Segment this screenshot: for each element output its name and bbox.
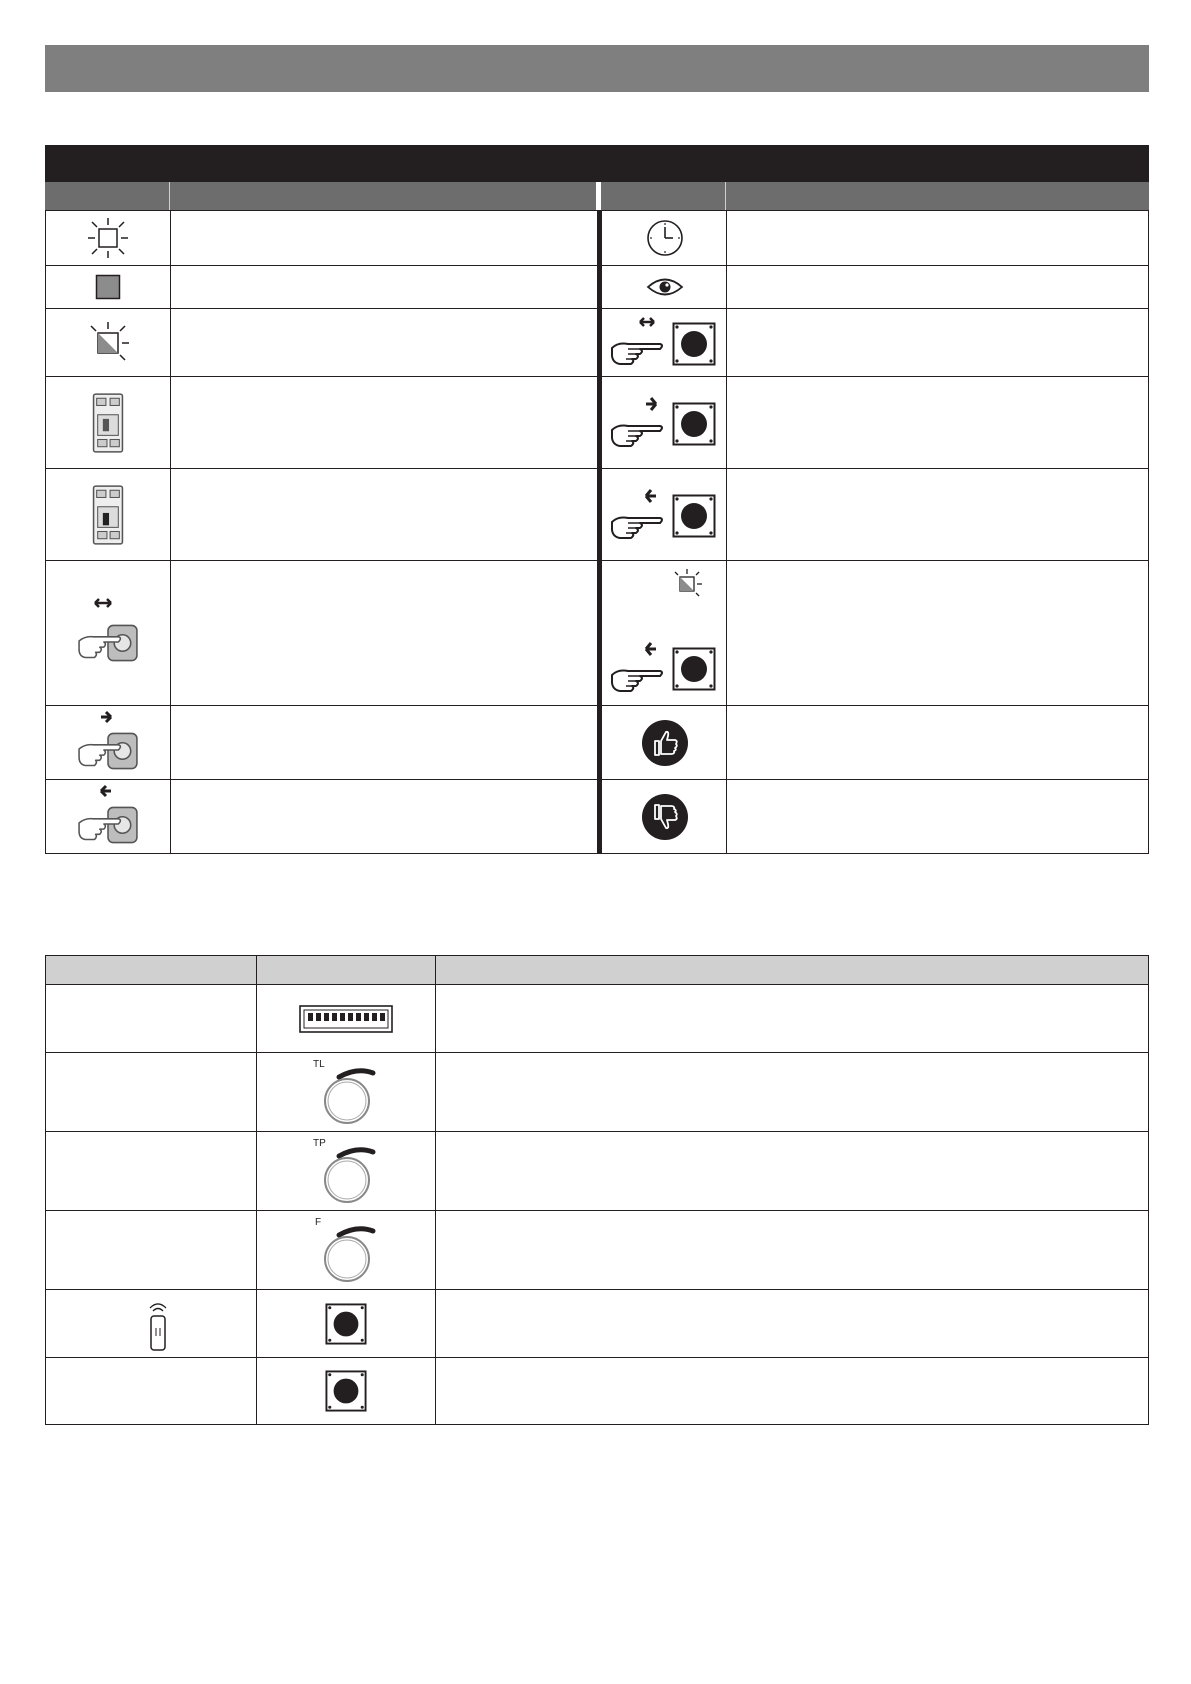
column-header-symbol-2 xyxy=(601,182,725,210)
table-row xyxy=(46,1131,1148,1210)
row-description xyxy=(436,1290,1148,1357)
thumbs-down-icon xyxy=(603,780,727,853)
dip-switch-icon xyxy=(257,985,435,1052)
trimmer-label: TP xyxy=(313,1138,326,1149)
flash-then-release-button-icon xyxy=(603,561,727,705)
controls-table xyxy=(45,955,1149,1425)
symbols-table-body xyxy=(45,210,1149,854)
remote-control-icon xyxy=(46,1290,256,1357)
hand-press-icon xyxy=(46,706,170,779)
table-row xyxy=(46,308,1148,376)
row-description xyxy=(728,309,1148,376)
row-description xyxy=(436,985,1148,1052)
table-row xyxy=(46,560,1148,705)
trimmer-label: F xyxy=(315,1217,322,1228)
steady-light-icon xyxy=(46,266,170,308)
row-description xyxy=(171,780,598,853)
row-description xyxy=(436,1132,1148,1210)
row-description xyxy=(436,1358,1148,1424)
eye-icon xyxy=(603,266,727,308)
symbols-table xyxy=(45,145,1149,854)
column-header-symbol xyxy=(257,956,435,984)
press-release-button-icon xyxy=(603,309,727,376)
circuit-breaker-off-icon xyxy=(46,469,170,560)
column-header-description xyxy=(170,182,596,210)
flashing-light-icon xyxy=(46,211,170,265)
trimmer-icon[interactable] xyxy=(257,1053,435,1131)
push-button-icon[interactable] xyxy=(257,1290,435,1357)
table-row xyxy=(46,265,1148,308)
row-description xyxy=(436,1211,1148,1289)
row-description xyxy=(728,780,1148,853)
row-description xyxy=(728,706,1148,779)
thumbs-up-icon xyxy=(603,706,727,779)
row-label xyxy=(46,1053,256,1131)
row-description xyxy=(171,266,598,308)
table-title-bar xyxy=(45,145,1149,182)
column-header-description-2 xyxy=(726,182,1146,210)
row-description xyxy=(171,561,598,705)
table-row xyxy=(46,1357,1148,1424)
table-column-headers xyxy=(46,956,1148,985)
column-header-symbol xyxy=(45,182,169,210)
table-row xyxy=(46,210,1148,265)
table-row xyxy=(46,1289,1148,1357)
row-description xyxy=(171,469,598,560)
row-description xyxy=(171,309,598,376)
column-header-description xyxy=(436,956,1148,984)
section-banner xyxy=(45,45,1149,92)
row-description xyxy=(728,211,1148,265)
row-label xyxy=(46,985,256,1052)
row-label xyxy=(46,1358,256,1424)
table-row xyxy=(46,376,1148,468)
table-row xyxy=(46,705,1148,779)
row-description xyxy=(171,211,598,265)
release-button-icon xyxy=(603,469,727,560)
row-description xyxy=(728,377,1148,468)
clock-icon xyxy=(603,211,727,265)
row-description xyxy=(728,266,1148,308)
trimmer-icon[interactable] xyxy=(257,1211,435,1289)
column-header-function xyxy=(46,956,256,984)
table-row xyxy=(46,985,1148,1052)
row-description xyxy=(728,469,1148,560)
row-description xyxy=(728,561,1148,705)
table-row xyxy=(46,468,1148,560)
trimmer-icon[interactable] xyxy=(257,1132,435,1210)
circuit-breaker-on-icon xyxy=(46,377,170,468)
trimmer-label: TL xyxy=(313,1059,325,1070)
hand-press-release-icon xyxy=(46,561,170,705)
row-description xyxy=(171,377,598,468)
half-flashing-light-icon xyxy=(46,309,170,376)
row-label xyxy=(46,1132,256,1210)
press-button-icon xyxy=(603,377,727,468)
table-row xyxy=(46,779,1148,853)
row-description xyxy=(436,1053,1148,1131)
row-label xyxy=(46,1211,256,1289)
controls-table-body xyxy=(46,985,1148,1424)
row-description xyxy=(171,706,598,779)
hand-release-icon xyxy=(46,780,170,853)
table-row xyxy=(46,1210,1148,1289)
push-button-icon[interactable] xyxy=(257,1358,435,1424)
table-row xyxy=(46,1052,1148,1131)
table-column-headers xyxy=(45,182,1149,210)
